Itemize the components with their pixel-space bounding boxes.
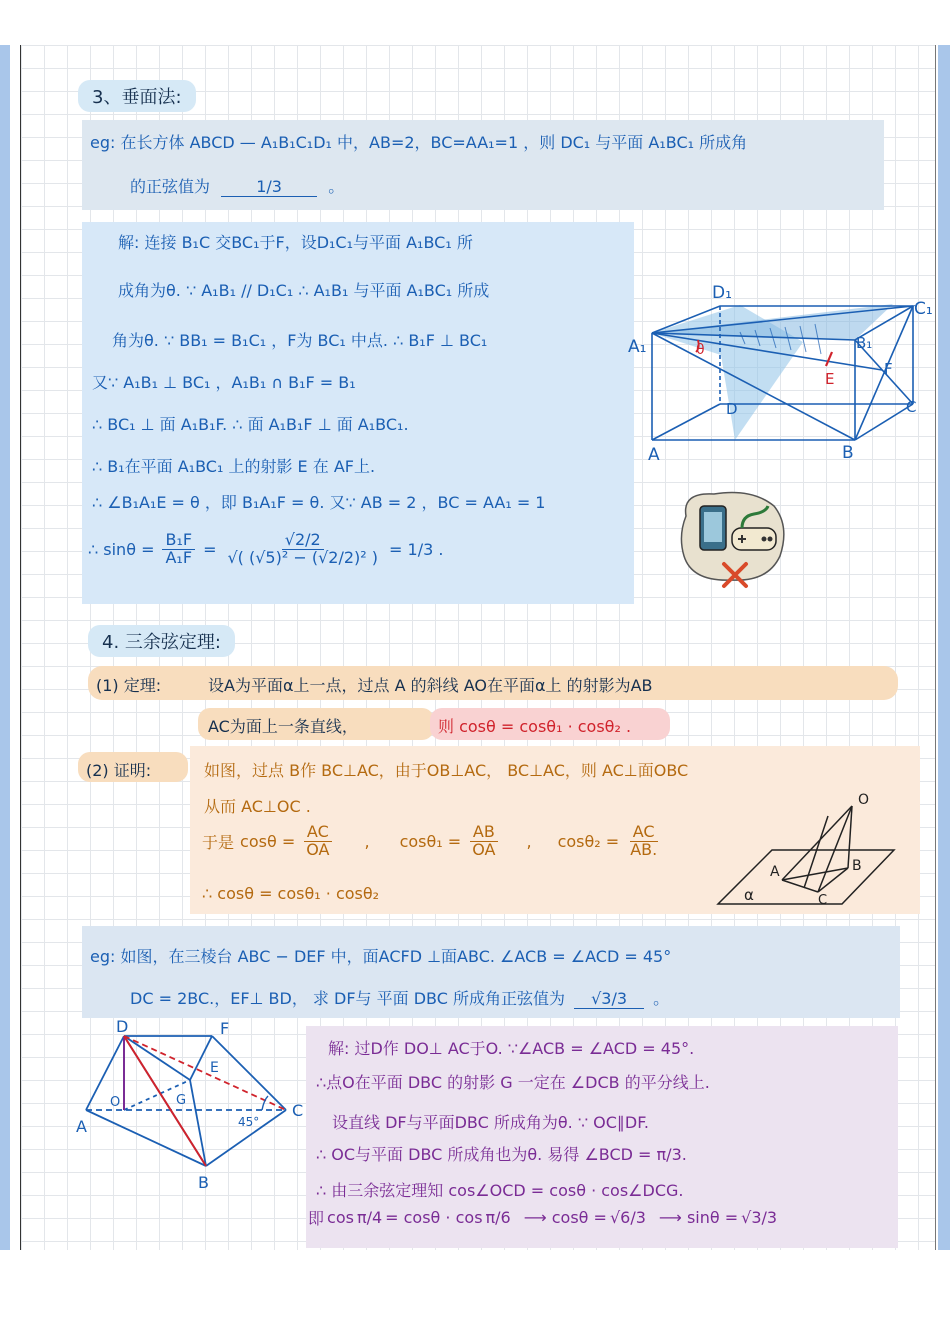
cos-theta1-label: cosθ₁ = [399,831,462,851]
label-F: F [884,360,893,378]
solution-1-line-3: 角为θ. ∵ BB₁ = B₁C₁ ，F为 BC₁ 中点. ∴ B₁F ⊥ BC₁ [112,331,488,350]
label-C: C [906,398,917,416]
sol2-eq: = cosθ · cos [385,1208,483,1227]
proof-line-2: 从而 AC⊥OC . [204,797,311,816]
solution-1-line-7: ∴ ∠B₁A₁E = θ ，即 B₁A₁F = θ. 又∵ AB = 2 ，BC = AA₁ = 1 [92,493,546,512]
proof-line-1: 如图，过点 B作 BC⊥AC，由于OB⊥AC， BC⊥AC，则 AC⊥面OBC [204,761,689,780]
frustum-label-O: O [110,1095,121,1110]
label-C1: C₁ [914,299,933,319]
solution-2-line-4: ∴ OC与平面 DBC 所成角也为θ. 易得 ∠BCD = π/3. [316,1145,687,1164]
frustum-label-G: G [176,1093,187,1108]
phone-game-sticker [672,486,792,594]
cos-theta2-den: AB. [630,839,658,859]
cos-theta2-label: cosθ₂ = [557,831,620,851]
right-blue-margin [938,45,950,1250]
sol2-arrow2: ⟶ sinθ = [658,1208,739,1227]
cos-theta-num: AC [304,824,332,842]
cos-theta2-num: AC [630,824,658,842]
solution-2-line-2: ∴点O在平面 DBC 的射影 G 一定在 ∠DCB 的平分线上. [316,1073,710,1092]
label-E: E [825,370,835,388]
proof-conclusion: ∴ cosθ = cosθ₁ · cosθ₂ [202,884,380,903]
label-A: A [648,445,660,465]
frustum-label-E: E [210,1060,219,1076]
sol2-v2: √3/3 [741,1208,778,1227]
section-3-title: 3、垂面法: [78,80,196,112]
example-2-line-2 [130,986,669,1009]
label-theta: θ [696,342,705,358]
example-2-line-1: eg: 如图，在三棱台 ABC − DEF 中，面ACFD ⊥面ABC. ∠ACB = ∠ACD = 45° [90,947,672,966]
cuboid-figure [620,280,940,470]
proof-cosine-ratios: 于是 cosθ = $\frac{AC}{OA}$ , cosθ₁ = $\frac{AB}{OA}$ , cosθ₂ = $\frac{AC}{AB.}$ [202,824,662,859]
cos-theta1-den: OA [472,839,496,859]
theorem-label: (1) 定理: [96,676,162,695]
example-1-line-2-text: 的正弦值为 [130,177,211,196]
sin-frac2-den: √( (√5)² − (√2/2)² ) [227,547,379,567]
plane-label-O: O [858,792,870,808]
cos-theta-den: OA [306,839,330,859]
frustum-label-B: B [198,1173,209,1192]
sol2-v1: √6/3 [609,1208,646,1227]
sin-lhs: ∴ sinθ = [88,539,155,559]
label-A1: A₁ [628,337,647,357]
solution-1-line-2: 成角为θ. ∵ A₁B₁ // D₁C₁ ∴ A₁B₁ 与平面 A₁BC₁ 所成 [118,281,490,300]
example-1-line-2 [130,174,344,197]
solution-2-line-6 [308,1206,777,1229]
frustum-label-F: F [220,1020,230,1038]
frustum-label-D: D [116,1020,129,1036]
label-B: B [842,443,854,463]
sin-result: = 1/3 . [389,539,444,559]
sol2-cos1: cos [327,1208,354,1227]
left-blue-margin [0,45,10,1250]
label-D1: D₁ [712,283,732,303]
theorem-formula: 则 cosθ = cosθ₁ · cosθ₂ . [438,717,632,736]
plane-label-alpha: α [744,886,754,904]
solution-1-line-1: 解: 连接 B₁C 交BC₁于F，设D₁C₁与平面 A₁BC₁ 所 [118,233,473,252]
solution-1-line-5: ∴ BC₁ ⊥ 面 A₁B₁F. ∴ 面 A₁B₁F ⊥ 面 A₁BC₁. [92,415,409,434]
three-cosine-figure [712,788,902,912]
sol2-arrow1: ⟶ cosθ = [523,1208,607,1227]
solution-2-line-5: ∴ 由三余弦定理知 cos∠OCD = cosθ · cos∠DCG. [316,1181,684,1200]
label-B1: B₁ [856,334,873,352]
example-2-answer: √3/3 [574,989,644,1009]
solution-1-line-4: 又∵ A₁B₁ ⊥ BC₁ ，A₁B₁ ∩ B₁F = B₁ [92,373,356,392]
theorem-line-2: AC为面上一条直线， [208,717,358,736]
section-4-title: 4. 三余弦定理: [88,625,235,657]
label-D: D [726,400,738,418]
example-2-end: 。 [653,989,670,1008]
frustum-label-C: C [292,1101,304,1120]
cuboid-red-segment [826,352,832,366]
frustum-figure [72,1020,316,1198]
example-1-line-1: eg: 在长方体 ABCD — A₁B₁C₁D₁ 中，AB=2，BC=AA₁=1 ，则 DC₁ 与平面 A₁BC₁ 所成角 [90,133,748,152]
sol2-prefix: 即 [308,1209,325,1228]
theorem-line-1: 设A为平面α上一点，过点 A 的斜线 AO在平面α上 的射影为AB [208,676,653,695]
sin-frac1-den: A₁F [165,547,193,567]
proof-so: 于是 [202,832,235,852]
example-1-line-2-end: 。 [328,177,345,196]
frustum-label-A: A [76,1117,87,1136]
sol2-pi4: π/4 [356,1208,383,1227]
sin-frac2-num: √2/2 [282,532,324,550]
plane-label-B: B [852,858,862,874]
example-1-answer: 1/3 [221,177,317,197]
solution-2-line-1: 解: 过D作 DO⊥ AC于O. ∵∠ACB = ∠ACD = 45°. [328,1039,695,1058]
sol2-pi6: π/6 [485,1208,511,1227]
example-2-line-2-text: DC = 2BC.，EF⊥ BD， 求 DF与 平面 DBC 所成角正弦值为 [130,989,565,1008]
plane-label-A: A [770,864,780,880]
cos-theta1-num: AB [470,824,498,842]
proof-label: (2) 证明: [86,761,152,780]
sin-frac1-num: B₁F [162,532,195,550]
solution-1-sin-formula: ∴ sinθ = $\frac{\text{B₁F}}{\text{A₁F}}$ = $\frac{√2/2}{\text{√( (√5)² − (√2/2)² )}}$ = 1/3 . [88,530,444,567]
solution-1-line-6: ∴ B₁在平面 A₁BC₁ 上的射影 E 在 AF上. [92,457,376,476]
frustum-angle-45: 45° [238,1115,260,1129]
solution-2-line-3: 设直线 DF与平面DBC 所成角为θ. ∵ OC∥DF. [332,1113,649,1132]
plane-label-C: C [818,893,828,908]
cos-theta-label: cosθ = [240,831,296,851]
